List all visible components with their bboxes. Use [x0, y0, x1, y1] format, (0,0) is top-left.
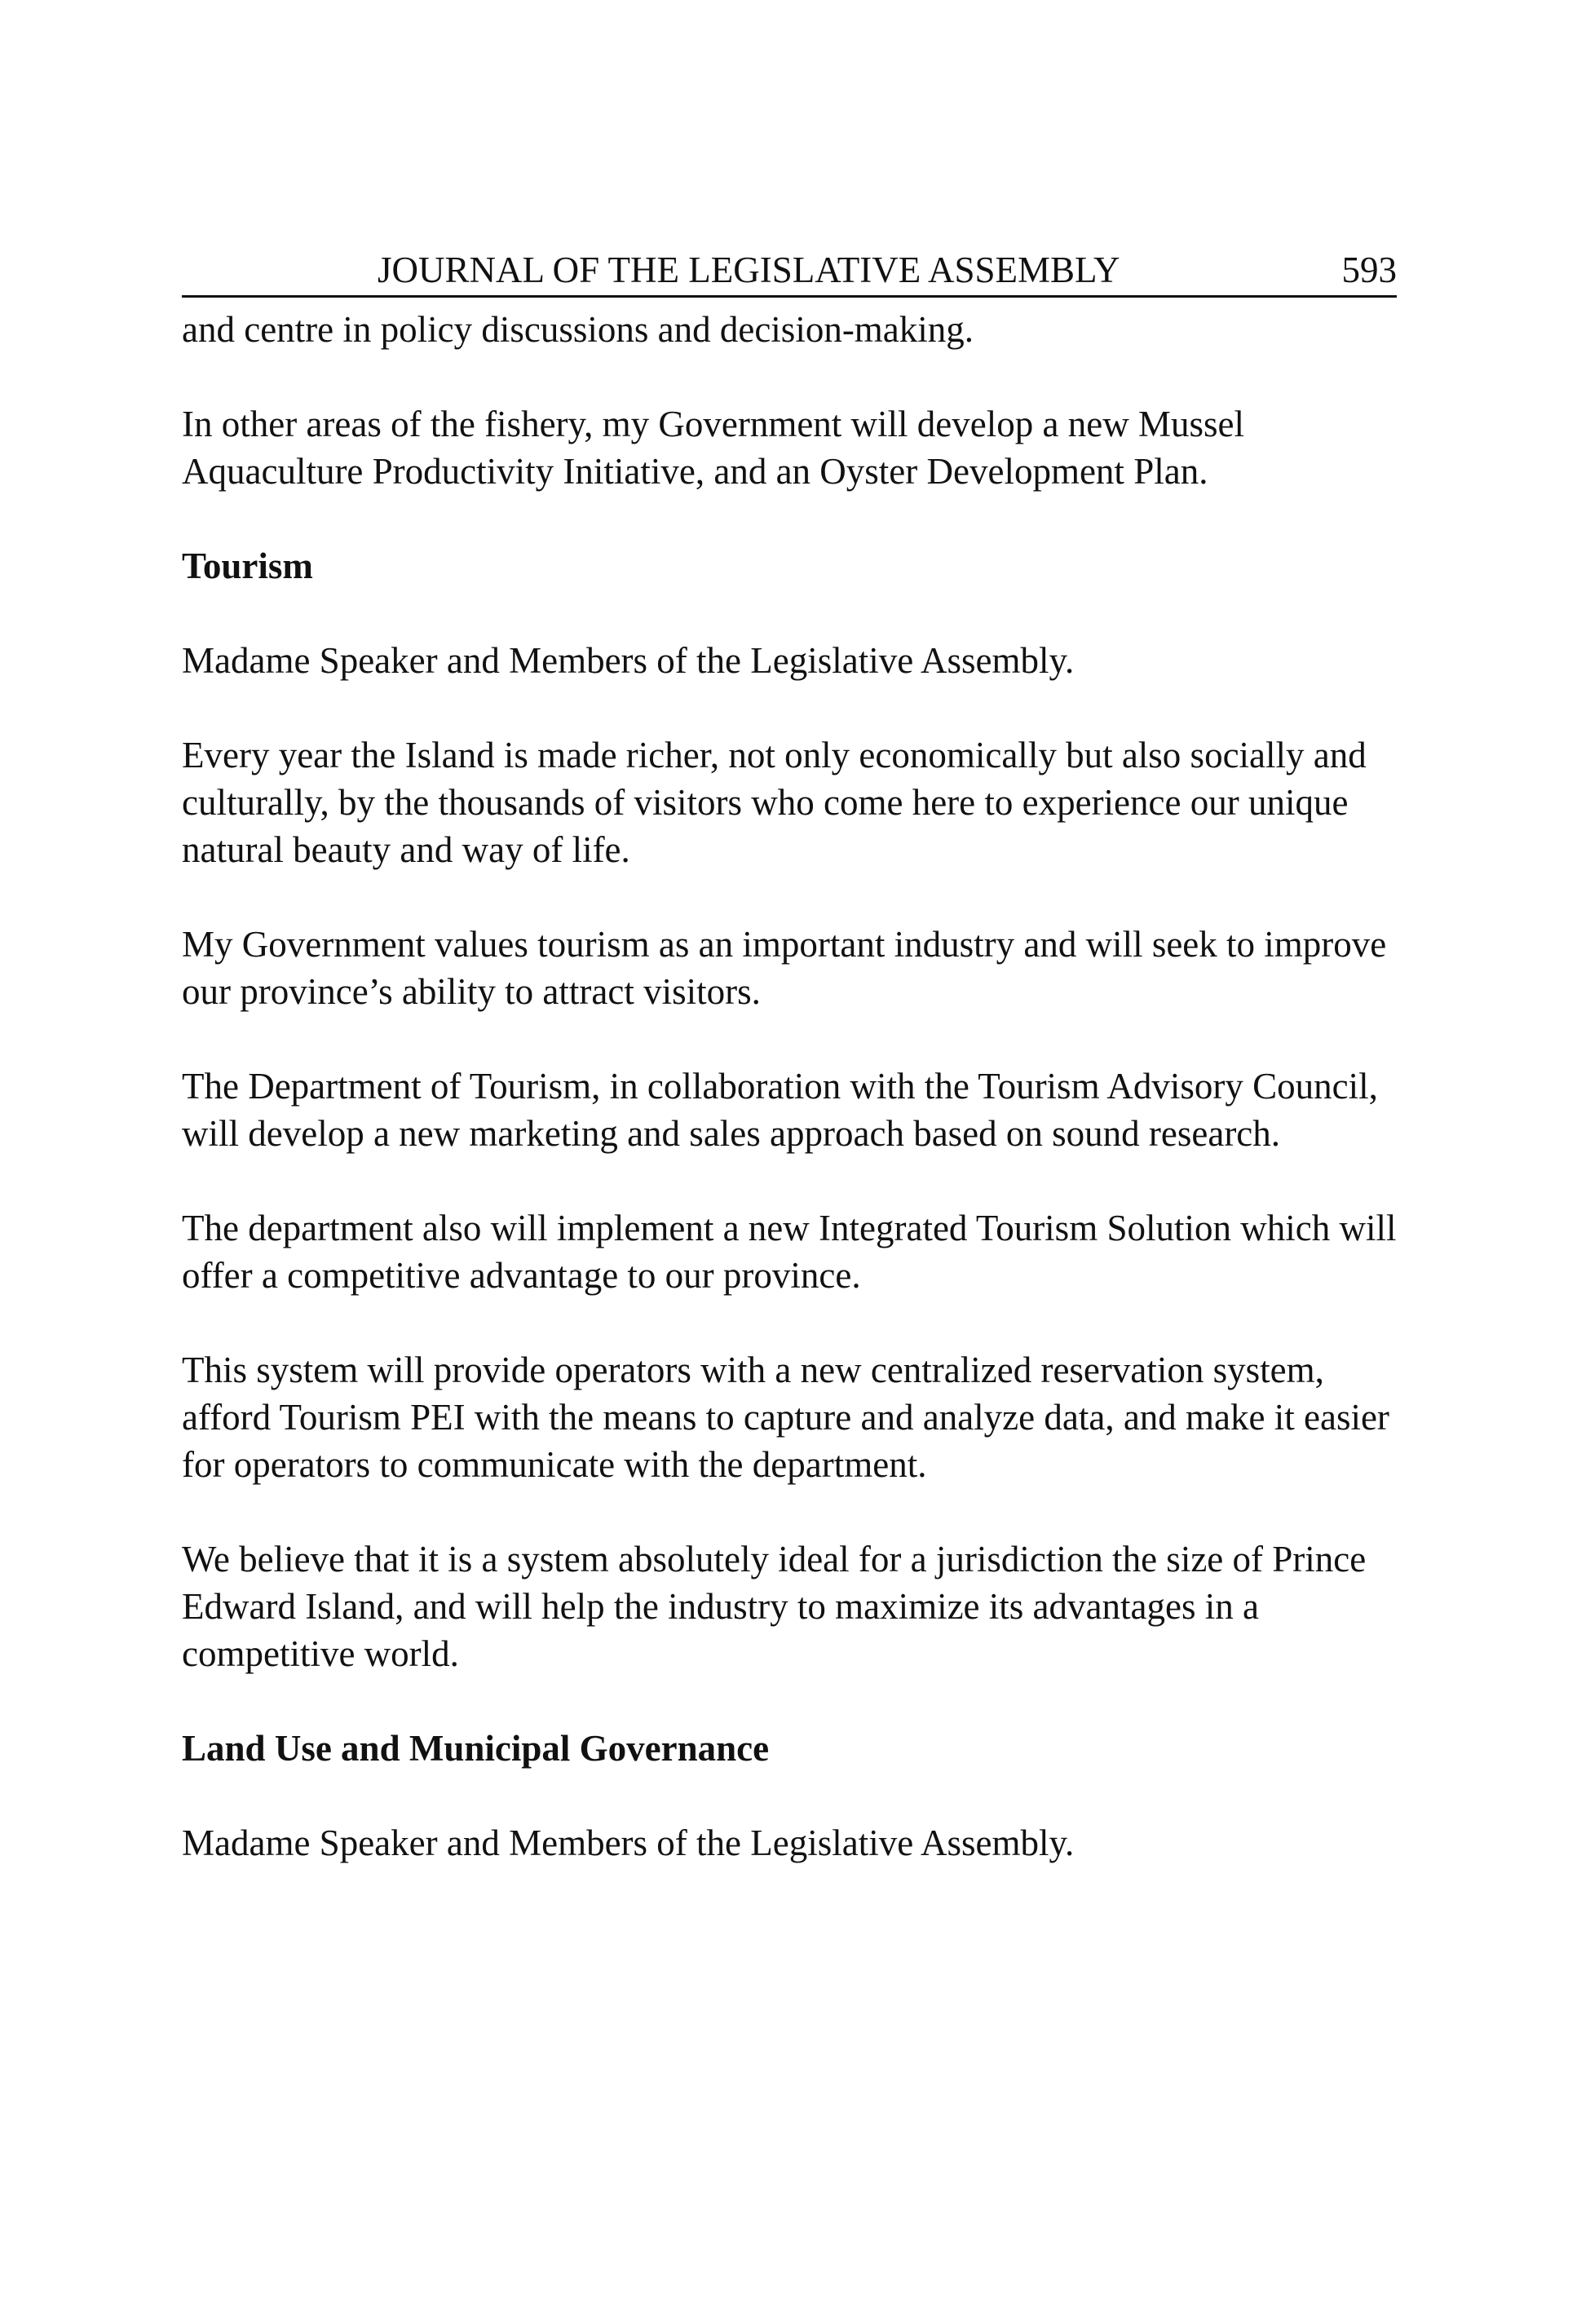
running-header [182, 245, 1397, 298]
paragraph-visitors: Every year the Island is made richer, not only economically but also socially and culturally, by the thousands of visitors who come here to experience our unique natural beauty and way of life. [182, 735, 1367, 870]
paragraph-address-2: Madame Speaker and Members of the Legislative Assembly. [182, 1823, 1075, 1863]
journal-page [182, 245, 1397, 1914]
paragraph-department-of-tourism: The Department of Tourism, in collaboration with the Tourism Advisory Council, will develop a new marketing and sales approach based on sound research. [182, 1066, 1378, 1154]
paragraph-ideal-system: We believe that it is a system absolutely ideal for a jurisdiction the size of Prince Edward Island, and will help the industry to maximize its advantages in a competitive world. [182, 1539, 1367, 1674]
paragraph-continuation: and centre in policy discussions and decision-making. [182, 309, 974, 350]
paragraph-tourism-industry: My Government values tourism as an important industry and will seek to improve our province’s ability to attract visitors. [182, 924, 1387, 1012]
paragraph-reservation-system: This system will provide operators with a new centralized reservation system, afford Tourism PEI with the means to capture and analyze data, and make it easier for operators to communicate with the department. [182, 1350, 1389, 1485]
section-heading-land-use: Land Use and Municipal Governance [182, 1728, 770, 1769]
paragraph-fishery: In other areas of the fishery, my Government will develop a new Mussel Aquaculture Productivity Initiative, and an Oyster Development Plan. [182, 404, 1244, 492]
paragraph-integrated-tourism-solution: The department also will implement a new Integrated Tourism Solution which will offer a competitive advantage to our province. [182, 1208, 1397, 1296]
page-number: 593 [1341, 250, 1397, 290]
body-text [182, 306, 1397, 1867]
paragraph-address: Madame Speaker and Members of the Legislative Assembly. [182, 640, 1075, 681]
journal-title: JOURNAL OF THE LEGISLATIVE ASSEMBLY [378, 250, 1120, 290]
section-heading-tourism: Tourism [182, 546, 313, 586]
